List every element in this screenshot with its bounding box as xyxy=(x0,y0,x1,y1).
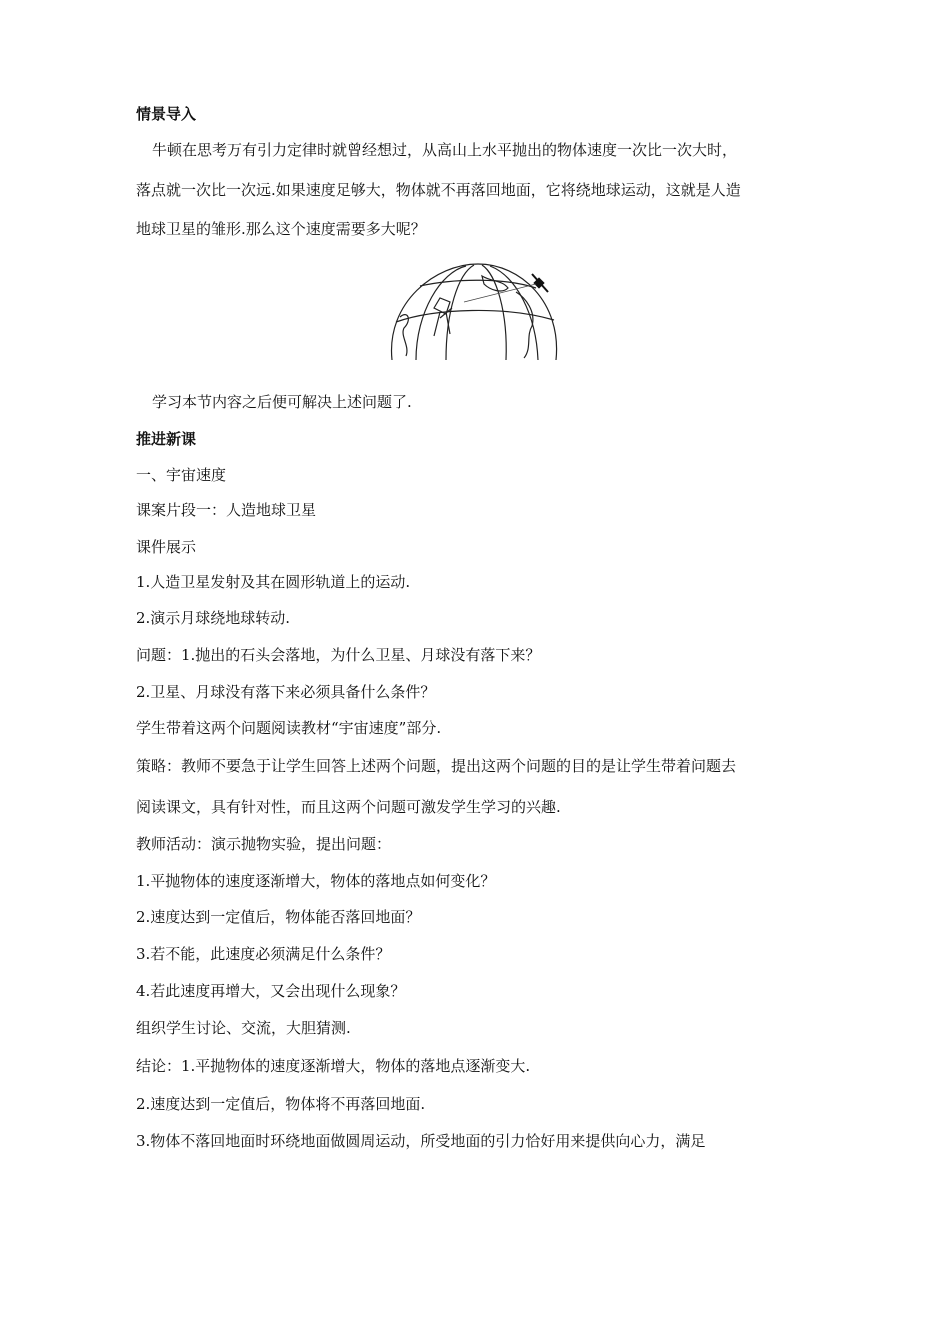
question-1: 问题：1.抛出的石头会落地，为什么卫星、月球没有落下来？ xyxy=(136,646,541,664)
question-2: 2.卫星、月球没有落下来必须具备什么条件？ xyxy=(136,683,436,701)
lesson-fragment-title: 课案片段一：人造地球卫星 xyxy=(136,501,317,519)
strategy-line-2: 阅读课文，具有针对性，而且这两个问题可激发学生学习的兴趣. xyxy=(136,798,561,816)
intro-paragraph-line-2: 落点就一次比一次远.如果速度足够大，物体就不再落回地面，它将绕地球运动，这就是人造 xyxy=(136,181,741,199)
courseware-item-2: 2.演示月球绕地球转动. xyxy=(136,609,291,627)
conclusion-3: 3.物体不落回地面时环绕地面做圆周运动，所受地面的引力恰好用来提供向心力，满足 xyxy=(136,1132,706,1150)
teacher-activity: 教师活动：演示抛物实验，提出问题： xyxy=(136,835,392,853)
reading-instruction: 学生带着这两个问题阅读教材“宇宙速度”部分. xyxy=(136,719,442,737)
intro-paragraph-line-3: 地球卫星的雏形.那么这个速度需要多大呢？ xyxy=(136,220,426,238)
teacher-question-3: 3.若不能，此速度必须满足什么条件？ xyxy=(136,945,391,963)
conclusion-1: 结论：1.平抛物体的速度逐渐增大，物体的落地点逐渐变大. xyxy=(136,1057,531,1075)
intro-paragraph-line-1: 牛顿在思考万有引力定律时就曾经想过，从高山上水平抛出的物体速度一次比一次大时， xyxy=(152,141,738,159)
strategy-line-1: 策略：教师不要急于让学生回答上述两个问题，提出这两个问题的目的是让学生带着问题去 xyxy=(136,757,737,775)
organize-discussion: 组织学生讨论、交流，大胆猜测. xyxy=(136,1019,351,1037)
courseware-label: 课件展示 xyxy=(136,538,197,556)
globe-satellite-illustration xyxy=(386,262,562,362)
intro-paragraph-2: 学习本节内容之后便可解决上述问题了. xyxy=(152,393,412,411)
conclusion-2: 2.速度达到一定值后，物体将不再落回地面. xyxy=(136,1095,426,1113)
teacher-question-1: 1.平抛物体的速度逐渐增大，物体的落地点如何变化？ xyxy=(136,872,496,890)
courseware-item-1: 1.人造卫星发射及其在圆形轨道上的运动. xyxy=(136,573,411,591)
subheading-cosmic-velocity: 一、宇宙速度 xyxy=(136,466,227,484)
heading-intro: 情景导入 xyxy=(136,105,197,123)
heading-new-lesson: 推进新课 xyxy=(136,430,197,448)
teacher-question-4: 4.若此速度再增大，又会出现什么现象？ xyxy=(136,982,406,1000)
teacher-question-2: 2.速度达到一定值后，物体能否落回地面？ xyxy=(136,908,421,926)
